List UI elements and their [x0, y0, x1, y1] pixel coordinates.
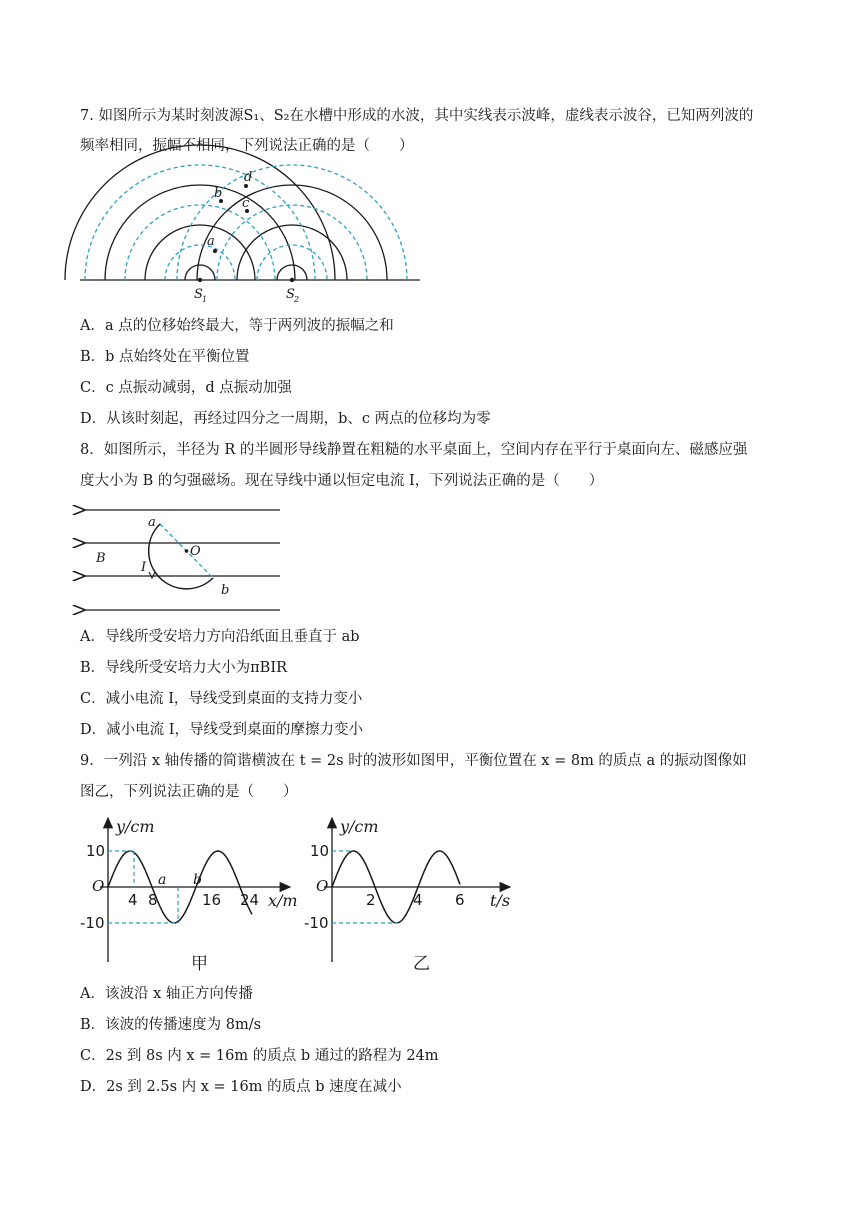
- q9-figure-yi: [300, 812, 520, 977]
- q7-stem-line2: 频率相同，振幅不相同，下列说法正确的是（ ）: [80, 138, 414, 154]
- t-tick-6: 6: [455, 891, 465, 909]
- y-axis-label: y/cm: [340, 817, 379, 836]
- y-tick-top: 10: [310, 842, 330, 860]
- label-o: O: [190, 544, 201, 559]
- q7-option-c[interactable]: C．c 点振动减弱，d 点振动加强: [80, 380, 292, 396]
- semicircle-wire: [149, 524, 213, 589]
- q8-semicircle-wire-figure: [78, 500, 288, 620]
- origin-label: O: [92, 877, 105, 895]
- q7-option-d[interactable]: D．从该时刻起，再经过四分之一周期，b、c 两点的位移均为零: [80, 411, 491, 427]
- q9-option-c[interactable]: C．2s 到 8s 内 x = 16m 的质点 b 通过的路程为 24m: [80, 1048, 439, 1064]
- label-s1-sub: 1: [202, 295, 208, 304]
- y-tick-bottom: -10: [80, 914, 105, 932]
- label-a: a: [207, 234, 215, 249]
- point-b-label: b: [193, 872, 202, 888]
- label-s2: S: [286, 287, 295, 302]
- caption-yi: 乙: [413, 954, 430, 974]
- current-arrow: [149, 572, 155, 578]
- q8-option-c[interactable]: C．减小电流 I，导线受到桌面的支持力变小: [80, 691, 363, 707]
- s1-point: [198, 278, 202, 282]
- label-current-i: I: [141, 560, 147, 575]
- point-a-label: a: [158, 872, 167, 888]
- y-tick-bottom: -10: [304, 914, 329, 932]
- q9-stem-line1: 9．一列沿 x 轴传播的简谐横波在 t = 2s 时的波形如图甲，平衡位置在 x = 8m 的质点 a 的振动图像如: [80, 753, 747, 769]
- label-c: c: [242, 196, 250, 211]
- q9-figure-jia: [78, 812, 308, 977]
- origin-label: O: [316, 877, 329, 895]
- y-axis-label: y/cm: [116, 817, 155, 836]
- point-a: [213, 249, 217, 253]
- q7-option-a[interactable]: A．a 点的位移始终最大，等于两列波的振幅之和: [80, 318, 394, 334]
- q8-stem-line2: 度大小为 B 的匀强磁场。现在导线中通以恒定电流 I，下列说法正确的是（ ）: [80, 473, 604, 489]
- q7-stem-line1: 7. 如图所示为某时刻波源S₁、S₂在水槽中形成的水波，其中实线表示波峰，虚线表示波谷，已知两列波的: [80, 108, 754, 124]
- q8-option-d[interactable]: D．减小电流 I，导线受到桌面的摩擦力变小: [80, 722, 363, 738]
- q7-option-b[interactable]: B．b 点始终处在平衡位置: [80, 349, 250, 365]
- caption-jia: 甲: [191, 954, 208, 974]
- center-o: [185, 549, 189, 553]
- label-b: b: [221, 583, 230, 598]
- q9-option-d[interactable]: D．2s 到 2.5s 内 x = 16m 的质点 b 速度在减小: [80, 1079, 402, 1095]
- t-tick-4: 4: [413, 891, 423, 909]
- x-tick-8: 8: [148, 891, 158, 909]
- label-a: a: [148, 515, 156, 530]
- s2-point: [290, 278, 294, 282]
- q9-option-a[interactable]: A．该波沿 x 轴正方向传播: [80, 986, 253, 1002]
- x-tick-24: 24: [240, 891, 260, 909]
- x-tick-4: 4: [128, 891, 138, 909]
- q8-option-a[interactable]: A．导线所受安培力方向沿纸面且垂直于 ab: [80, 629, 360, 645]
- y-tick-top: 10: [86, 842, 106, 860]
- label-b: b: [214, 186, 223, 201]
- label-d: d: [244, 170, 253, 185]
- t-axis-label: t/s: [490, 891, 511, 910]
- x-axis-label: x/m: [268, 891, 298, 910]
- q9-option-b[interactable]: B．该波的传播速度为 8m/s: [80, 1017, 262, 1033]
- x-tick-16: 16: [202, 891, 222, 909]
- label-s1: S: [194, 287, 203, 302]
- q9-stem-line2: 图乙，下列说法正确的是（ ）: [80, 784, 298, 800]
- q7-wave-interference-figure: [70, 165, 430, 310]
- t-tick-2: 2: [366, 891, 376, 909]
- label-s2-sub: 2: [294, 295, 300, 304]
- q8-stem-line1: 8．如图所示，半径为 R 的半圆形导线静置在粗糙的水平桌面上，空间内存在平行于桌面向左、磁感应强: [80, 442, 748, 458]
- label-field-b: B: [96, 551, 106, 566]
- q8-option-b[interactable]: B．导线所受安培力大小为πBIR: [80, 660, 287, 676]
